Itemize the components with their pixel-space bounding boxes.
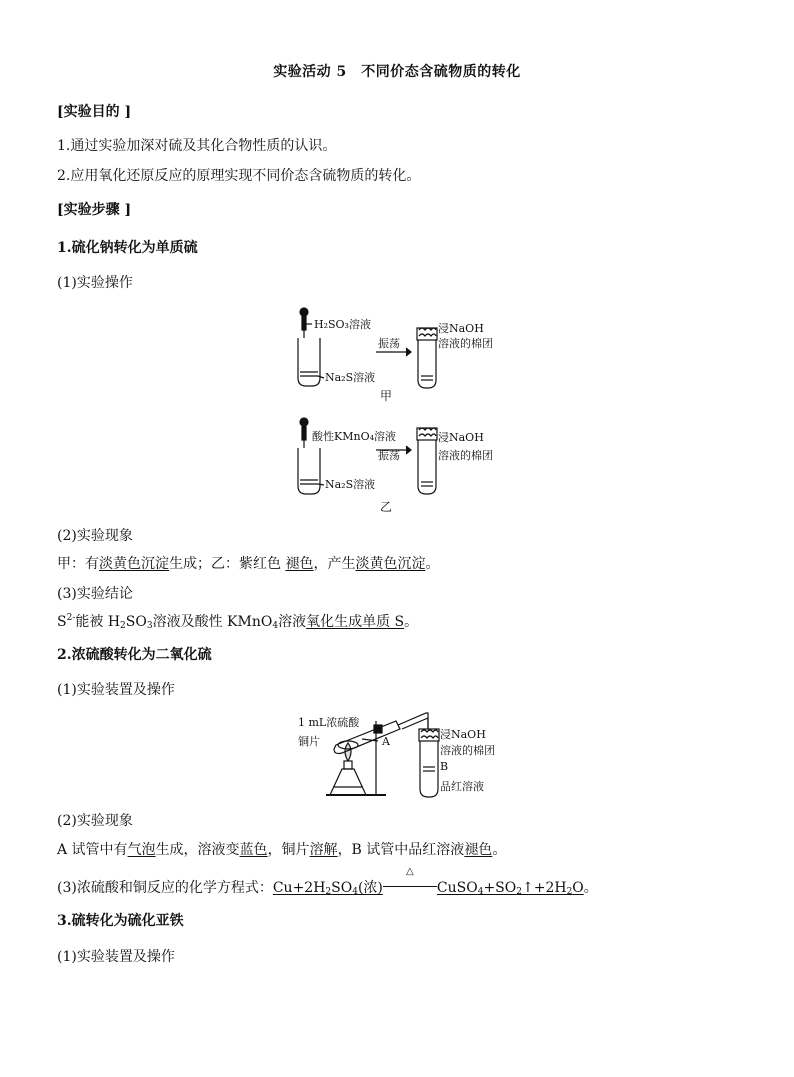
step1-heading: 1.硫化钠转化为单质硫 — [57, 240, 198, 256]
step3-operation-label: (1)实验装置及操作 — [57, 949, 175, 965]
fig-yi-label: 乙 — [380, 500, 393, 514]
fig-cu-copper: 铜片 — [298, 735, 320, 748]
step2-equation: (3)浓硫酸和铜反应的化学方程式：$Cu+2H_2SO_4$(浓) △ $CuSO_4+SO_2↑+2H_2O$。 — [57, 866, 598, 897]
purpose-item-2: 2.应用氧化还原反应的原理实现不同价态含硫物质的转化。 — [57, 168, 421, 184]
fig-jia-reagent: H₂SO₃溶液 — [314, 318, 371, 331]
step2-heading: 2.浓硫酸转化为二氧化硫 — [57, 647, 212, 663]
page-title: 实验活动 5 不同价态含硫物质的转化 — [273, 64, 521, 80]
fig-cu-cotton-2: 溶液的棉团 — [440, 744, 495, 757]
step3-heading: 3.硫转化为硫化亚铁 — [57, 913, 184, 929]
step2-phenomenon-text: A 试管中有气泡生成，溶液变蓝色，铜片溶解，B 试管中品红溶液褪色。 — [57, 842, 507, 858]
fig-cu-pinhong: 品红溶液 — [440, 780, 484, 793]
step2-phenomenon-label: (2)实验现象 — [57, 813, 133, 829]
fig-jia-shake: 振荡 — [378, 337, 400, 350]
step1-phenomenon-label: (2)实验现象 — [57, 528, 133, 544]
fig-cu-tube-b: B — [440, 760, 449, 773]
fig-yi-reagent: 酸性KMnO₄溶液 — [312, 430, 396, 443]
fig-jia-cotton-2: 溶液的棉团 — [438, 337, 493, 350]
heat-condition: △ — [406, 866, 414, 877]
step2-operation-label: (1)实验装置及操作 — [57, 682, 175, 698]
figure-yi — [290, 412, 520, 517]
step1-operation-label: (1)实验操作 — [57, 275, 133, 291]
step1-conclusion-label: (3)实验结论 — [57, 586, 133, 602]
fig-yi-cotton-1: 浸NaOH — [438, 431, 484, 444]
figure-copper-apparatus — [296, 707, 511, 802]
step1-phenomenon-text: 甲：有淡黄色沉淀生成；乙：紫红色 褪色，产生淡黄色沉淀。 — [57, 556, 440, 572]
purpose-heading: [实验目的 ] — [57, 104, 132, 120]
figure-jia — [290, 300, 520, 405]
fig-yi-cotton-2: 溶液的棉团 — [438, 449, 493, 462]
step1-conclusion-text: $S^{2-}$能被 $H_2SO_3$溶液及酸性 KMnO$_4$溶液氧化生成单质 S。 — [57, 613, 419, 631]
fig-jia-label: 甲 — [380, 389, 393, 403]
purpose-item-1: 1.通过实验加深对硫及其化合物性质的认识。 — [57, 138, 337, 154]
fig-yi-solution: Na₂S溶液 — [325, 478, 376, 491]
fig-cu-cotton-1: 浸NaOH — [440, 728, 486, 741]
fig-cu-tube-a: A — [382, 735, 390, 748]
fig-jia-solution: Na₂S溶液 — [325, 371, 376, 384]
fig-jia-cotton-1: 浸NaOH — [438, 322, 484, 335]
fig-yi-shake: 振荡 — [378, 449, 400, 462]
fig-cu-acid: 1 mL浓硫酸 — [298, 716, 360, 729]
steps-heading: [实验步骤 ] — [57, 202, 132, 218]
